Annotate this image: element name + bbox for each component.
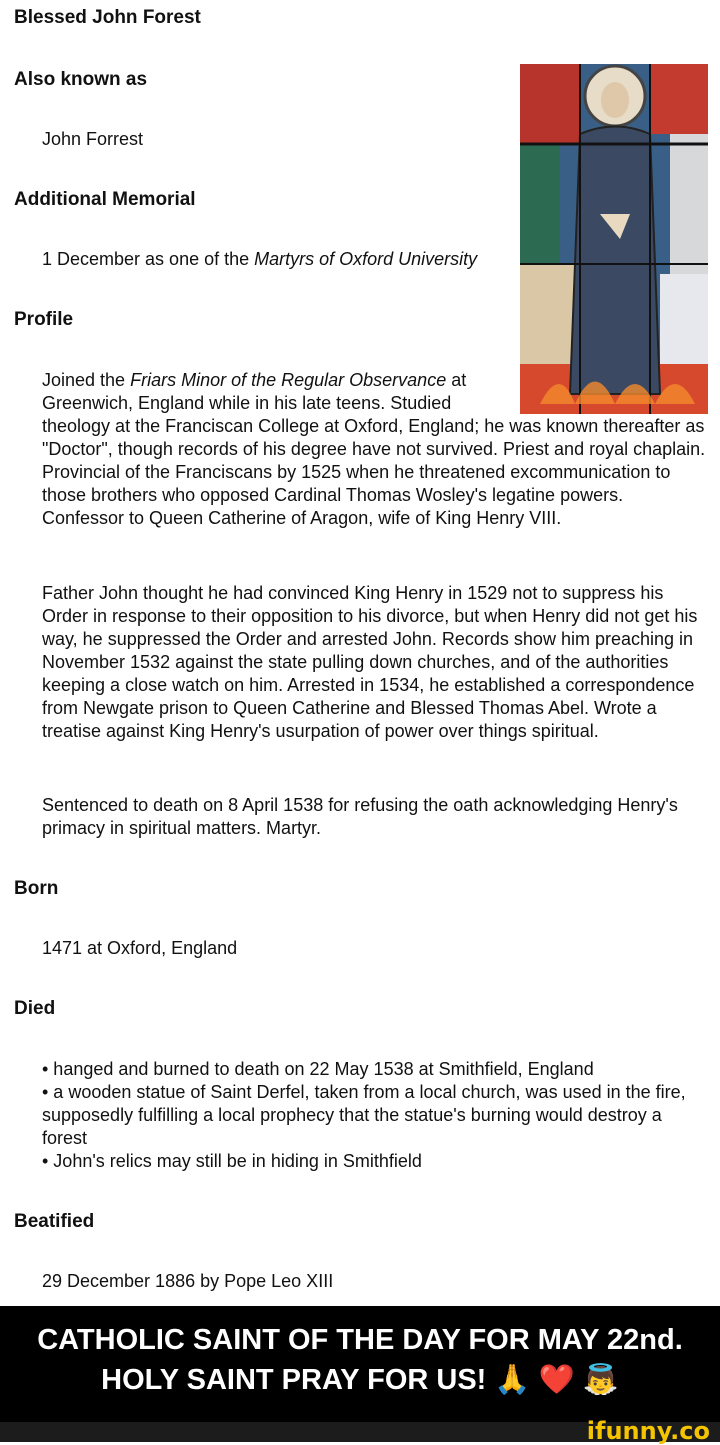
died-list [42,1058,708,1173]
list-item: • hanged and burned to death on 22 May 1538 at Smithfield, England [42,1059,594,1079]
friars-minor-link[interactable]: Friars Minor of the Regular Observance [130,370,447,390]
memorial-text: 1 December as one of the [42,249,255,269]
ifunny-logo: ifunny.co [586,1417,710,1445]
beatified-value: 29 December 1886 by Pope Leo XIII [42,1271,334,1291]
list-item: • John's relics may still be in hiding in Smithfield [42,1151,422,1171]
also-known-as-value: John Forrest [42,129,144,149]
heading-also-known-as: Also known as [14,69,148,90]
born-value: 1471 at Oxford, England [42,938,238,958]
list-item: • a wooden statue of Saint Derfel, taken from a local church, was used in the fire, supposedly fulfilling a local prophecy that the statue's burning would destroy a forest [42,1082,686,1148]
caption-line-1: CATHOLIC SAINT OF THE DAY FOR MAY 22nd. [37,1324,683,1356]
stained-glass-saint-image [520,64,708,414]
profile-paragraph-1: Joined the Friars Minor of the Regular Observance at Greenwich, England while in his late teens. Studied theology at the Franciscan College at Oxford, England; he was known thereafter as "Doctor", though records of his degree have not survived. Priest and royal chaplain. Provincial of the Franciscans by 1525 when he threatened excommunication to those brothers who opposed Cardinal Thomas Wosley's legatine powers. Confessor to Queen Catherine of Aragon, wife of King Henry VIII. [42,370,706,528]
meme-caption [0,1320,720,1400]
heading-died: Died [14,998,56,1019]
memorial-link[interactable]: Martyrs of Oxford University [254,249,478,269]
heading-born: Born [14,878,59,899]
profile-paragraph-3: Sentenced to death on 8 April 1538 for refusing the oath acknowledging Henry's primacy in spiritual matters. Martyr. [42,795,678,838]
page-title: Blessed John Forest [14,7,201,28]
memorial-line [42,248,477,271]
heading-additional-memorial: Additional Memorial [14,189,196,210]
heading-beatified: Beatified [14,1211,95,1232]
caption-line-2: HOLY SAINT PRAY FOR US! 🙏 ❤️ 👼 [101,1364,619,1396]
heading-profile: Profile [14,309,74,330]
profile-paragraph-2: Father John thought he had convinced King Henry in 1529 not to suppress his Order in response to their opposition to his divorce, but when Henry did not get his way, he suppressed the Order and arrested John. Records show him preaching in November 1532 against the state pulling down churches, and of the authorities keeping a close watch on him. Arrested in 1534, he established a correspondence from Newgate prison to Queen Catherine and Blessed Thomas Abel. Wrote a treatise against King Henry's usurpation of power over things spiritual. [42,583,698,741]
